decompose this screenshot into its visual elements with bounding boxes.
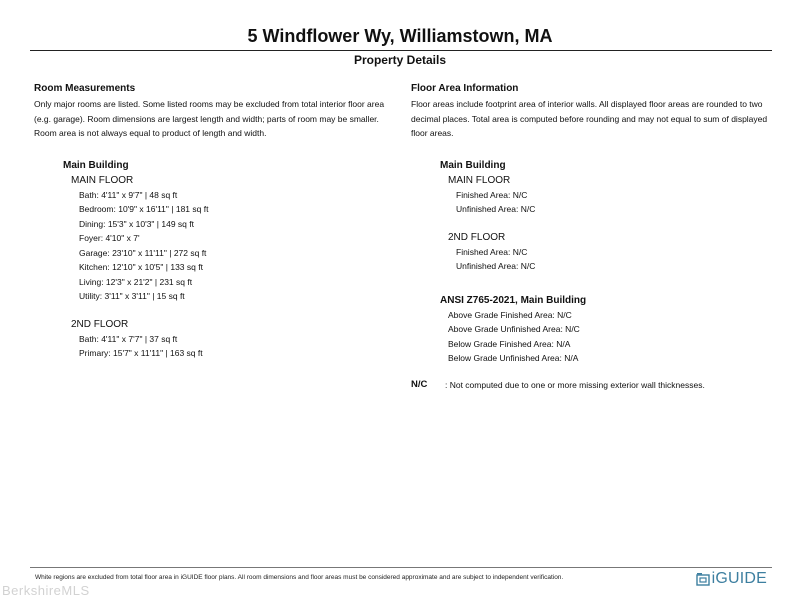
- nc-explanation: : Not computed due to one or more missing exterior wall thicknesses.: [445, 379, 705, 390]
- room-measurements-heading: Room Measurements: [34, 83, 136, 94]
- area-item: Finished Area: N/C: [456, 246, 528, 257]
- room-item: Bath: 4'11" x 7'7" | 37 sq ft: [79, 333, 178, 344]
- floor-name: MAIN FLOOR: [71, 174, 134, 186]
- page-subtitle: Property Details: [353, 53, 447, 67]
- ansi-item: Below Grade Unfinished Area: N/A: [448, 353, 579, 363]
- room-item: Kitchen: 12'10" x 10'5" | 133 sq ft: [79, 262, 203, 272]
- floor-name: 2ND FLOOR: [71, 318, 129, 330]
- ansi-item: Above Grade Finished Area: N/C: [448, 309, 572, 320]
- room-item: Primary: 15'7" x 11'11" | 163 sq ft: [79, 348, 203, 358]
- room-measurements-section: [34, 83, 398, 361]
- room-item: Living: 12'3" x 21'2" | 231 sq ft: [79, 276, 193, 287]
- room-item: Bedroom: 10'9" x 16'11" | 181 sq ft: [79, 204, 209, 214]
- iguide-logo: [696, 570, 767, 588]
- area-item: Finished Area: N/C: [456, 189, 528, 200]
- floor-name: MAIN FLOOR: [448, 174, 511, 186]
- ansi-item: Below Grade Finished Area: N/A: [448, 338, 571, 349]
- mls-watermark: BerkshireMLS: [2, 583, 90, 598]
- footer-divider: [30, 567, 772, 568]
- room-measurements-description: Only major rooms are listed. Some listed rooms may be excluded from total interior floor area (e.g. garage). Room dimensions are largest length and width; parts of room may be smaller. Room area is not always equal to product of length and width.: [34, 99, 385, 138]
- building-name: Main Building: [63, 159, 129, 171]
- footer-disclaimer: White regions are excluded from total floor area in iGUIDE floor plans. All room dimensions and floor areas must be considered approximate and are subject to independent verification.: [35, 574, 564, 581]
- floor-area-heading: Floor Area Information: [411, 83, 519, 94]
- room-item: Dining: 15'3" x 10'3" | 149 sq ft: [79, 218, 194, 229]
- room-item: Utility: 3'11" x 3'11" | 15 sq ft: [79, 291, 185, 301]
- floor-name: 2ND FLOOR: [448, 231, 506, 243]
- iguide-logo-icon: [696, 572, 710, 586]
- area-item: Unfinished Area: N/C: [456, 204, 536, 214]
- building-name: Main Building: [440, 159, 506, 171]
- nc-footnote: [411, 378, 775, 392]
- nc-abbreviation: N/C: [411, 378, 428, 390]
- room-item: Foyer: 4'10" x 7': [79, 233, 140, 243]
- room-item: Garage: 23'10" x 11'11" | 272 sq ft: [79, 247, 207, 258]
- room-item: Bath: 4'11" x 9'7" | 48 sq ft: [79, 189, 178, 200]
- area-item: Unfinished Area: N/C: [456, 261, 536, 271]
- ansi-heading: ANSI Z765-2021, Main Building: [440, 294, 587, 306]
- floor-area-section: [411, 83, 775, 392]
- iguide-logo-text: iGUIDE: [711, 570, 767, 587]
- ansi-item: Above Grade Unfinished Area: N/C: [448, 324, 580, 334]
- header-divider: [30, 50, 772, 51]
- floor-area-description: Floor areas include footprint area of interior walls. All displayed floor areas are rounded to two decimal places. Total area is computed before rounding and may not equal to sum of displayed floor areas.: [411, 99, 768, 138]
- page-title: 5 Windflower Wy, Williamstown, MA: [247, 26, 553, 46]
